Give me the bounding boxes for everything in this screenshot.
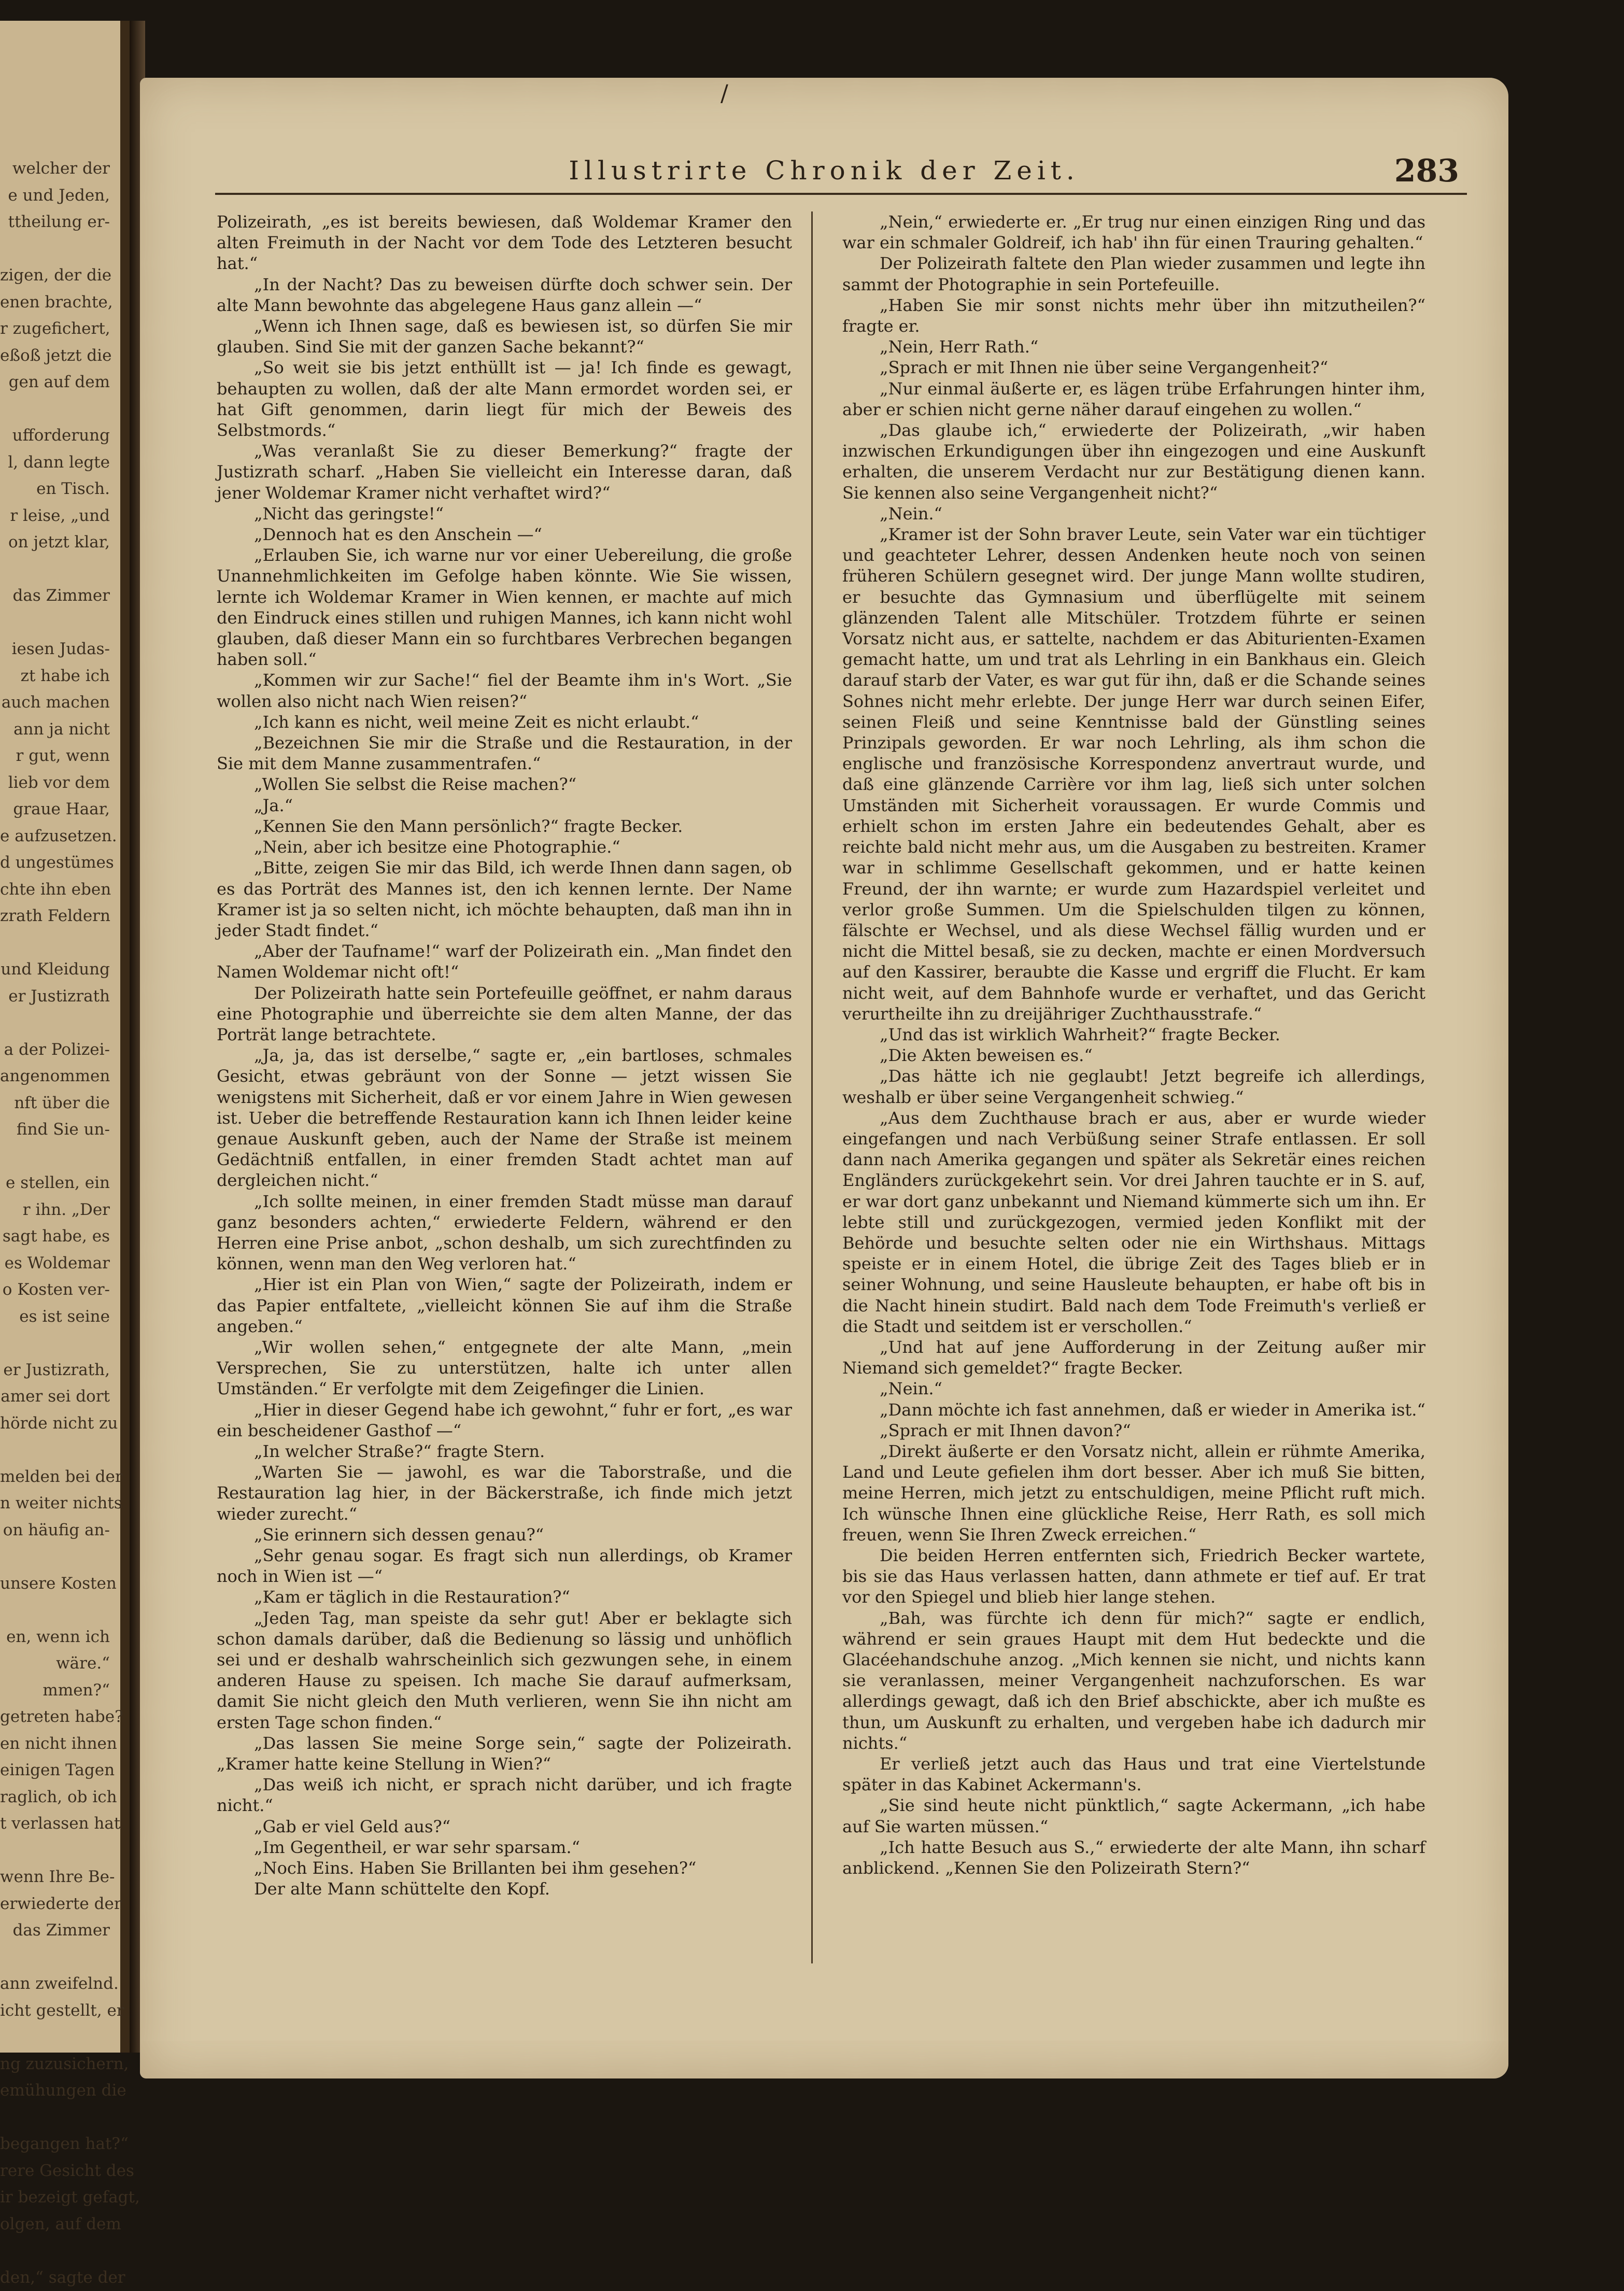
left-fragment-line: gen auf dem: [0, 369, 110, 396]
paragraph: „Und hat auf jene Aufforderung in der Zeitung außer mir Niemand sich gemeldet?“ fragte Becker.: [842, 1337, 1425, 1378]
left-fragment-line: es Woldemar: [0, 1250, 110, 1277]
paragraph: Der alte Mann schüttelte den Kopf.: [217, 1878, 792, 1899]
left-fragment-line: [0, 930, 110, 957]
left-fragment-line: [0, 610, 110, 637]
left-fragment-line: t verlassen hat: [0, 1811, 110, 1837]
paragraph: „Nicht das geringste!“: [217, 503, 792, 524]
left-fragment-line: [0, 2104, 110, 2131]
paragraph: Die beiden Herren entfernten sich, Friedrich Becker wartete, bis sie das Haus verlassen hatten, dann athmete er tief auf. Er trat vor den Spiegel und blieb hier lange stehen.: [842, 1545, 1425, 1608]
left-fragment-line: r gut, wenn: [0, 743, 110, 770]
paragraph: „Nein,“ erwiederte er. „Er trug nur einen einzigen Ring und das war ein schmaler Goldreif, ich hab' ihn für einen Trauring gehalten.“: [842, 211, 1425, 253]
left-fragment-line: hörde nicht zu: [0, 1410, 110, 1437]
paragraph: Er verließ jetzt auch das Haus und trat eine Viertelstunde später in das Kabinet Ackermann's.: [842, 1753, 1425, 1795]
left-fragment-line: l, dann legte: [0, 449, 110, 476]
left-fragment-line: er Justizrath: [0, 983, 110, 1010]
paragraph: „Das weiß ich nicht, er sprach nicht darüber, und ich fragte nicht.“: [217, 1774, 792, 1816]
left-fragment-line: raglich, ob ich: [0, 1784, 110, 1811]
left-fragment-line: emühungen die: [0, 2077, 110, 2104]
left-fragment-line: [0, 1544, 110, 1571]
paragraph: „In welcher Straße?“ fragte Stern.: [217, 1441, 792, 1462]
left-fragment-line: olgen, auf dem: [0, 2211, 110, 2238]
left-fragment-line: ann zweifelnd.: [0, 1971, 110, 1998]
left-fragment-line: [0, 396, 110, 423]
left-fragment-line: e und Jeden,: [0, 182, 110, 209]
left-fragment-line: amer sei dort: [0, 1383, 110, 1410]
left-fragment-line: mmen?“: [0, 1677, 110, 1704]
left-fragment-line: n weiter nichts: [0, 1490, 110, 1517]
paragraph: „Die Akten beweisen es.“: [842, 1045, 1425, 1066]
left-fragment-line: zt habe ich: [0, 663, 110, 690]
paragraph: „Das hätte ich nie geglaubt! Jetzt begreife ich allerdings, weshalb er über seine Vergangenheit schwieg.“: [842, 1066, 1425, 1107]
left-fragment-line: a der Polizei-: [0, 1037, 110, 1064]
header-rule: [215, 193, 1467, 195]
paragraph: Polizeirath, „es ist bereits bewiesen, daß Woldemar Kramer den alten Freimuth in der Nacht vor dem Tode des Letzteren besucht hat.“: [217, 211, 792, 274]
paragraph: „Sehr genau sogar. Es fragt sich nun allerdings, ob Kramer noch in Wien ist —“: [217, 1545, 792, 1587]
paragraph: „Und das ist wirklich Wahrheit?“ fragte Becker.: [842, 1024, 1425, 1045]
paragraph: „Aus dem Zuchthause brach er aus, aber er wurde wieder eingefangen und nach Verbüßung seiner Strafe entlassen. Er soll dann nach Amerika gegangen und später als Sekretär eines reichen Engländers zurückgekehrt sein. Vor drei Jahren tauchte er in S. auf, er war dort ganz unbekannt und Niemand kümmerte sich um ihn. Er lebte still und zurückgezogen, vermied jeden Konflikt mit der Behörde und besuchte selten oder nie ein Wirthshaus. Mittags speiste er in einem Hotel, die übrige Zeit des Tages blieb er in seiner Wohnung, und seine Hausleute behaupten, er habe oft bis in die Nacht hinein studirt. Bald nach dem Tode Freimuth's verließ er die Stadt und seitdem ist er verschollen.“: [842, 1108, 1425, 1337]
left-fragment-line: r ihn. „Der: [0, 1197, 110, 1224]
left-fragment-line: und Kleidung: [0, 956, 110, 983]
paragraph: Der Polizeirath hatte sein Portefeuille geöffnet, er nahm daraus eine Photographie und überreichte sie dem alten Manne, der das Porträt lange betrachtete.: [217, 983, 792, 1045]
paragraph: „Dennoch hat es den Anschein —“: [217, 524, 792, 545]
left-fragment-line: melden bei der: [0, 1464, 110, 1491]
paragraph: „Hier ist ein Plan von Wien,“ sagte der Polizeirath, indem er das Papier entfaltete, „vielleicht können Sie auf ihm die Straße angeben.“: [217, 1274, 792, 1337]
paragraph: „Wir wollen sehen,“ entgegnete der alte Mann, „mein Versprechen, Sie zu unterstützen, halte ich unter allen Umständen.“ Er verfolgte mit dem Zeigefinger die Linien.: [217, 1337, 792, 1399]
left-fragment-line: find Sie un-: [0, 1116, 110, 1143]
left-fragment-line: en Tisch.: [0, 476, 110, 503]
paragraph: „Nein, aber ich besitze eine Photographie.“: [217, 837, 792, 857]
paragraph: „Wenn ich Ihnen sage, daß es bewiesen ist, so dürfen Sie mir glauben. Sind Sie mit der ganzen Sache bekannt?“: [217, 316, 792, 357]
paragraph: „Im Gegentheil, er war sehr sparsam.“: [217, 1837, 792, 1858]
left-fragment-line: rere Gesicht des: [0, 2158, 110, 2185]
left-fragment-line: [0, 556, 110, 583]
left-fragment-line: ttheilung er-: [0, 209, 110, 236]
left-fragment-line: r zugefichert,: [0, 316, 110, 343]
left-fragment-line: erwiederte der: [0, 1891, 110, 1918]
left-fragment-line: eßoß jetzt die: [0, 343, 110, 370]
paragraph: „Kommen wir zur Sache!“ fiel der Beamte ihm in's Wort. „Sie wollen also nicht nach Wien reisen?“: [217, 670, 792, 711]
left-fragment-line: zigen, der die: [0, 262, 110, 289]
paragraph: „Wollen Sie selbst die Reise machen?“: [217, 774, 792, 795]
left-page: [0, 21, 130, 2053]
paragraph: „Kam er täglich in die Restauration?“: [217, 1587, 792, 1607]
left-fragment-line: er Justizrath,: [0, 1357, 110, 1384]
left-fragment-line: chte ihn eben: [0, 876, 110, 903]
paragraph: „In der Nacht? Das zu beweisen dürfte doch schwer sein. Der alte Mann bewohnte das abgelegene Haus ganz allein —“: [217, 274, 792, 316]
paragraph: „Haben Sie mir sonst nichts mehr über ihn mitzutheilen?“ fragte er.: [842, 295, 1425, 336]
left-fragment-line: das Zimmer: [0, 1917, 110, 1944]
left-fragment-line: welcher der: [0, 155, 110, 182]
paragraph: „Nein, Herr Rath.“: [842, 336, 1425, 357]
paragraph: „Erlauben Sie, ich warne nur vor einer Uebereilung, die große Unannehmlichkeiten im Gefolge haben könnte. Wie Sie wissen, lernte ich Woldemar Kramer in Wien kennen, er machte auf mich den Eindruck eines stillen und ruhigen Mannes, ich kann nicht wohl glauben, daß dieser Mann ein so furchtbares Verbrechen begangen haben soll.“: [217, 545, 792, 670]
paragraph: „Ich hatte Besuch aus S.,“ erwiederte der alte Mann, ihn scharf anblickend. „Kennen Sie den Polizeirath Stern?“: [842, 1837, 1425, 1878]
left-fragment-line: on häufig an-: [0, 1517, 110, 1544]
top-mark: /: [721, 80, 728, 107]
left-fragment-line: graue Haar,: [0, 796, 110, 823]
left-fragment-line: r leise, „und: [0, 503, 110, 530]
paragraph: Der Polizeirath faltete den Plan wieder zusammen und legte ihn sammt der Photographie in sein Portefeuille.: [842, 253, 1425, 294]
left-fragment-line: on jetzt klar,: [0, 529, 110, 556]
page-number: 283: [1394, 153, 1459, 189]
text-column-right: [842, 211, 1425, 1878]
left-fragment-line: sagt habe, es: [0, 1223, 110, 1250]
paragraph: „Ich kann es nicht, weil meine Zeit es nicht erlaubt.“: [217, 712, 792, 732]
left-fragment-line: en, wenn ich: [0, 1624, 110, 1651]
left-fragment-line: [0, 236, 110, 263]
paragraph: „Kramer ist der Sohn braver Leute, sein Vater war ein tüchtiger und geachteter Lehrer, dessen Andenken heute noch von seinen früheren Schülern gesegnet wird. Der junge Mann wollte studiren, er besuchte das Gymnasium und überflügelte mit seinem glänzenden Talent alle Mitschüler. Trotzdem führte er seinen Vorsatz nicht aus, er sattelte, nachdem er das Abiturienten-Examen gemacht hatte, um und trat als Lehrling in ein Bankhaus ein. Gleich darauf starb der Vater, es war gut für ihn, daß er die Schande seines Sohnes nicht mehr erlebte. Der junge Herr war durch seinen Eifer, seinen Fleiß und seine Kenntnisse bald der Günstling seines Prinzipals geworden. Er war noch Lehrling, als ihm schon die englische und französische Korrespondenz anvertraut wurde, und daß eine glänzende Carrière vor ihm lag, ließ sich unter solchen Umständen mit Sicherheit voraussagen. Er wurde Commis und erhielt schon im ersten Jahre ein bedeutendes Gehalt, aber es reichte bald nicht mehr aus, um die Ausgaben zu bestreiten. Kramer war in schlimme Gesellschaft gekommen, und er hatte keinen Freund, der ihn warnte; er wurde zum Hazardspiel verleitet und verlor große Summen. Um die Spielschulden tilgen zu können, fälschte er Wechsel, und als diese Wechsel fällig wurden und er nicht die Mittel besaß, sie zu decken, machte er einen Mordversuch auf den Kassirer, beraubte die Kasse und ergriff die Flucht. Er kam nicht weit, auf dem Bahnhofe wurde er verhaftet, und das Gericht verurtheilte ihn zu dreijähriger Zuchthausstrafe.“: [842, 524, 1425, 1024]
left-fragment-line: en nicht ihnen: [0, 1731, 110, 1758]
left-fragment-line: enen brachte,: [0, 289, 110, 316]
paragraph: „Ja.“: [217, 795, 792, 816]
column-divider: [811, 211, 813, 1963]
right-page: [140, 78, 1508, 2078]
left-fragment-line: d ungestümes: [0, 850, 110, 876]
paragraph: „So weit sie bis jetzt enthüllt ist — ja! Ich finde es gewagt, behaupten zu wollen, daß der alte Mann ermordet worden sei, er hat Gift genommen, darin liegt für mich der Beweis des Selbstmords.“: [217, 357, 792, 441]
left-fragment-line: [0, 1944, 110, 1971]
paragraph: „Ja, ja, das ist derselbe,“ sagte er, „ein bartloses, schmales Gesicht, etwas gebräunt von der Sonne — jetzt wissen Sie wenigstens mit Sicherheit, daß er vor einem Jahre in Wien gewesen ist. Ueber die betreffende Restauration kann ich Ihnen leider keine genaue Auskunft geben, auch der Name der Straße ist meinem Gedächtniß entfallen, in einer fremden Stadt achtet man auf dergleichen nicht.“: [217, 1045, 792, 1191]
left-fragment-line: [0, 1010, 110, 1037]
paragraph: „Sprach er mit Ihnen nie über seine Vergangenheit?“: [842, 357, 1425, 378]
paragraph: „Kennen Sie den Mann persönlich?“ fragte Becker.: [217, 816, 792, 837]
left-fragment-line: es ist seine: [0, 1304, 110, 1331]
paragraph: „Jeden Tag, man speiste da sehr gut! Aber er beklagte sich schon damals darüber, daß die Bedienung so lässig und unhöflich sei und er deshalb wahrscheinlich sich gezwungen sehe, in einem anderen Hause zu speisen. Ich mache Sie darauf aufmerksam, damit Sie nicht gleich den Muth verlieren, wenn Sie ihn nicht am ersten Tage schon finden.“: [217, 1608, 792, 1733]
left-fragment-line: ann ja nicht: [0, 716, 110, 743]
paragraph: „Direkt äußerte er den Vorsatz nicht, allein er rühmte Amerika, Land und Leute gefielen ihm dort besser. Aber ich muß Sie bitten, meine Herren, mich jetzt zu entschuldigen, meine Pflicht ruft mich. Ich wünsche Ihnen eine glückliche Reise, Herr Rath, es soll mich freuen, wenn Sie Ihren Zweck erreichen.“: [842, 1441, 1425, 1545]
paragraph: „Dann möchte ich fast annehmen, daß er wieder in Amerika ist.“: [842, 1399, 1425, 1420]
paragraph: „Gab er viel Geld aus?“: [217, 1816, 792, 1837]
left-fragment-line: getreten habe?: [0, 1704, 110, 1731]
left-fragment-line: e stellen, ein: [0, 1170, 110, 1197]
left-fragment-line: icht gestellt, er: [0, 1998, 110, 2025]
left-fragment-line: e aufzusetzen.: [0, 823, 110, 850]
left-fragment-line: wäre.“: [0, 1650, 110, 1677]
left-fragment-line: [0, 1330, 110, 1357]
left-fragment-line: o Kosten ver-: [0, 1277, 110, 1304]
paragraph: „Hier in dieser Gegend habe ich gewohnt,“ fuhr er fort, „es war ein bescheidener Gasthof —“: [217, 1399, 792, 1441]
left-fragment-line: ufforderung: [0, 422, 110, 449]
paragraph: „Aber der Taufname!“ warf der Polizeirath ein. „Man findet den Namen Woldemar nicht oft!“: [217, 941, 792, 982]
left-fragment-line: das Zimmer: [0, 583, 110, 610]
left-fragment-line: angenommen: [0, 1063, 110, 1090]
paragraph: „Nein.“: [842, 503, 1425, 524]
paragraph: „Was veranlaßt Sie zu dieser Bemerkung?“ fragte der Justizrath scharf. „Haben Sie vielleicht ein Interesse daran, daß jener Woldemar Kramer nicht verhaftet wird?“: [217, 441, 792, 503]
paragraph: „Nein.“: [842, 1378, 1425, 1399]
left-fragment-line: einigen Tagen: [0, 1757, 110, 1784]
left-page-text-fragments: [0, 155, 110, 2291]
paragraph: „Sie erinnern sich dessen genau?“: [217, 1524, 792, 1545]
left-fragment-line: [0, 1597, 110, 1624]
paragraph: „Nur einmal äußerte er, es lägen trübe Erfahrungen hinter ihm, aber er schien nicht gerne näher darauf eingehen zu wollen.“: [842, 378, 1425, 420]
paragraph: „Noch Eins. Haben Sie Brillanten bei ihm gesehen?“: [217, 1858, 792, 1878]
left-fragment-line: [0, 1143, 110, 1170]
left-fragment-line: iesen Judas-: [0, 636, 110, 663]
paragraph: „Sie sind heute nicht pünktlich,“ sagte Ackermann, „ich habe auf Sie warten müssen.“: [842, 1795, 1425, 1836]
running-head: Illustrirte Chronik der Zeit.: [306, 155, 1343, 186]
left-fragment-line: [0, 1837, 110, 1864]
paragraph: „Das glaube ich,“ erwiederte der Polizeirath, „wir haben inzwischen Erkundigungen über ihn eingezogen und eine Auskunft erhalten, die unserem Verdacht nur zur Bestätigung dienen kann. Sie kennen also seine Vergangenheit nicht?“: [842, 420, 1425, 503]
paragraph: „Bezeichnen Sie mir die Straße und die Restauration, in der Sie mit dem Manne zusammentrafen.“: [217, 732, 792, 774]
paragraph: „Sprach er mit Ihnen davon?“: [842, 1420, 1425, 1441]
left-fragment-line: nft über die: [0, 1090, 110, 1117]
paragraph: „Bitte, zeigen Sie mir das Bild, ich werde Ihnen dann sagen, ob es das Porträt des Mannes ist, den ich kennen lernte. Der Name Kramer ist ja so selten nicht, ich möchte behaupten, daß man ihn in jeder Stadt findet.“: [217, 857, 792, 941]
left-fragment-line: lieb vor dem: [0, 770, 110, 797]
left-fragment-line: unsere Kosten: [0, 1571, 110, 1597]
paragraph: „Warten Sie — jawohl, es war die Taborstraße, und die Restauration lag hier, in der Bäckerstraße, ich finde mich jetzt wieder zurecht.“: [217, 1462, 792, 1524]
left-fragment-line: begangen hat?“: [0, 2131, 110, 2158]
paragraph: „Ich sollte meinen, in einer fremden Stadt müsse man darauf ganz besonders achten,“ erwiederte Feldern, während er den Herren eine Prise anbot, „schon deshalb, um sich zurechtfinden zu können, wenn man den Weg verloren hat.“: [217, 1191, 792, 1275]
left-fragment-line: [0, 1437, 110, 1464]
left-fragment-line: [0, 2238, 110, 2265]
left-fragment-line: zrath Feldern: [0, 903, 110, 930]
paragraph: „Das lassen Sie meine Sorge sein,“ sagte der Polizeirath. „Kramer hatte keine Stellung in Wien?“: [217, 1733, 792, 1774]
paragraph: „Bah, was fürchte ich denn für mich?“ sagte er endlich, während er sein graues Haupt mit dem Hut bedeckte und die Glacéehandschuhe anzog. „Mich kennen sie nicht, und nichts kann sie veranlassen, meiner Vergangenheit nachzuforschen. Es war allerdings gewagt, daß ich den Brief abschickte, aber ich mußte es thun, um Auskunft zu erhalten, und vergeben habe ich dadurch mir nichts.“: [842, 1608, 1425, 1753]
left-fragment-line: ng zuzusichern,: [0, 2051, 110, 2078]
left-fragment-line: ir bezeigt gefagt,: [0, 2184, 110, 2211]
left-fragment-line: [0, 2024, 110, 2051]
text-column-left: [217, 211, 792, 1899]
left-fragment-line: den,“ sagte der: [0, 2265, 110, 2291]
left-fragment-line: wenn Ihre Be-: [0, 1864, 110, 1891]
left-fragment-line: auch machen: [0, 689, 110, 716]
